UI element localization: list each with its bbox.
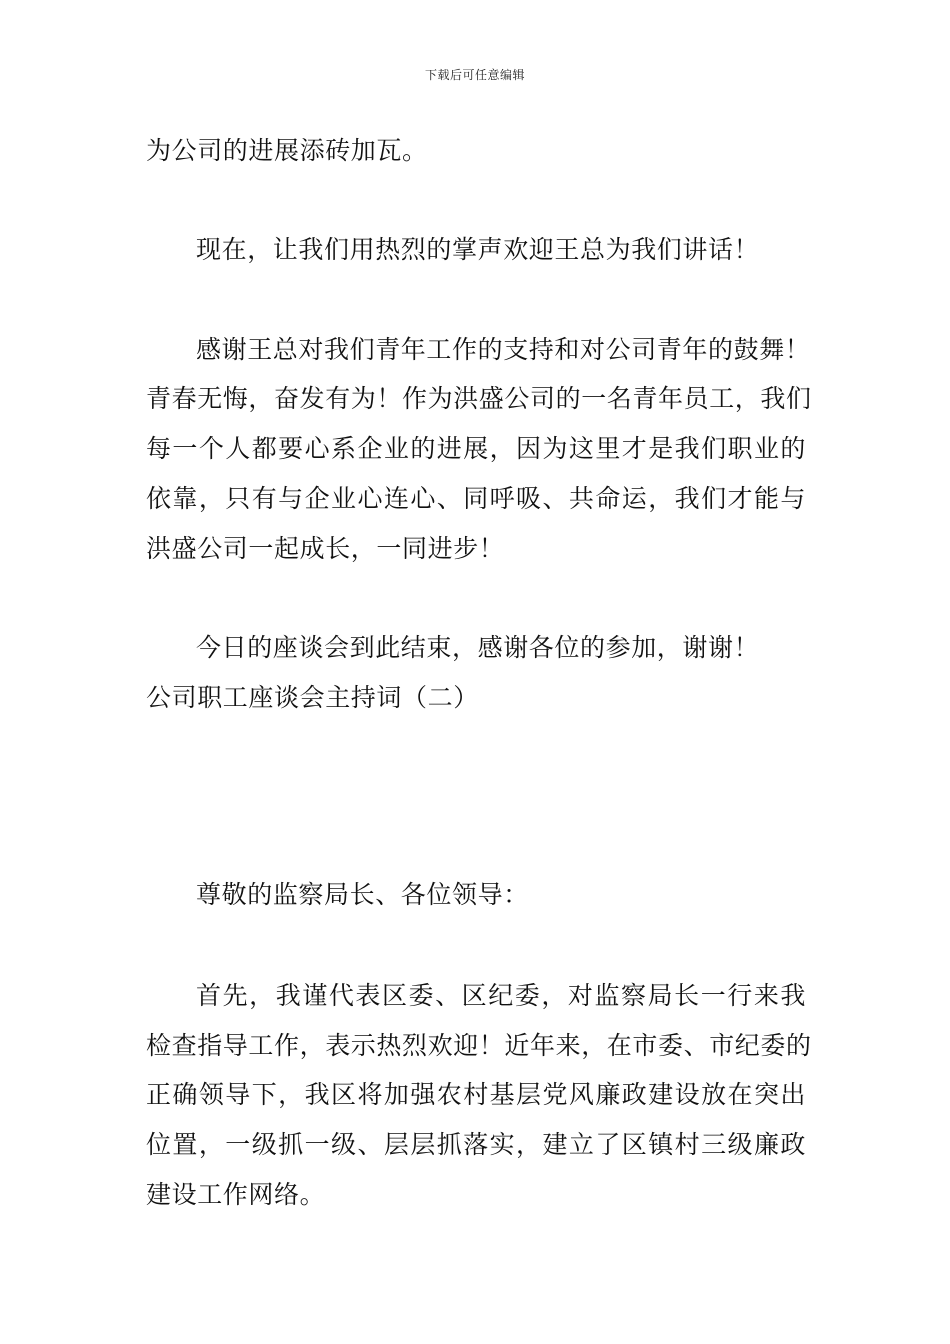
text-line: 每一个人都要心系企业的进展，因为这里才是我们职业的 bbox=[146, 434, 806, 463]
text-line: 首先，我谨代表区委、区纪委，对监察局长一行来我 bbox=[196, 981, 806, 1010]
text-line: 位置，一级抓一级、层层抓落实，建立了区镇村三级廉政 bbox=[146, 1130, 806, 1159]
section-title: 公司职工座谈会主持词（二） bbox=[146, 683, 479, 712]
text-line: 正确领导下，我区将加强农村基层党风廉政建设放在突出 bbox=[146, 1080, 806, 1109]
salutation: 尊敬的监察局长、各位领导： bbox=[196, 880, 529, 909]
text-line: 感谢王总对我们青年工作的支持和对公司青年的鼓舞！ bbox=[196, 335, 811, 364]
text-line: 今日的座谈会到此结束，感谢各位的参加，谢谢！ bbox=[196, 633, 760, 662]
text-line: 依靠，只有与企业心连心、同呼吸、共命运，我们才能与 bbox=[146, 484, 806, 513]
text-line: 检查指导工作，表示热烈欢迎！近年来，在市委、市纪委的 bbox=[146, 1031, 812, 1060]
page-header: 下载后可任意编辑 bbox=[424, 68, 525, 82]
text-line: 建设工作网络。 bbox=[146, 1180, 326, 1209]
text-line: 洪盛公司一起成长，一同进步！ bbox=[146, 534, 505, 563]
text-line: 现在，让我们用热烈的掌声欢迎王总为我们讲话！ bbox=[196, 235, 760, 264]
text-line: 青春无悔，奋发有为！作为洪盛公司的一名青年员工，我们 bbox=[146, 384, 812, 413]
text-line: 为公司的进展添砖加瓦。 bbox=[146, 136, 428, 165]
